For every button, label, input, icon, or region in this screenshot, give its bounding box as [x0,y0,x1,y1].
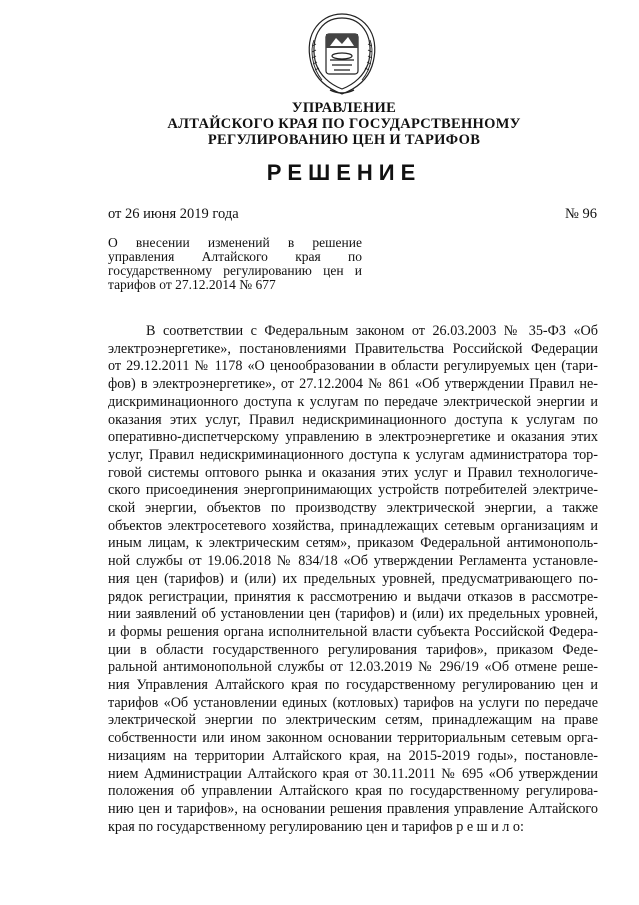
body-line: оказания этих услуг, Правил недискриминационного доступа к услугам по [108,411,598,428]
body-line: тарифов «Об установлении единых (котловых) тарифов на услуги по передаче [108,694,598,711]
org-name-line2: АЛТАЙСКОГО КРАЯ ПО ГОСУДАРСТВЕННОМУ [167,116,521,132]
body-line: дискриминационного доступа к услугам по передаче электрической энергии и [108,393,598,410]
org-name-line3: РЕГУЛИРОВАНИЮ ЦЕН И ТАРИФОВ [207,132,481,148]
coat-of-arms-emblem [300,10,384,98]
body-line: нии заявлений об установлении цен (тарифов) и (или) их предельных уровней, [108,606,598,623]
document-subject: О внесении изменений в решение управления Алтайского края по государственному регулированию цен и тарифов от 27.12.2014 № 677 [108,235,362,292]
body-line: нию цен и тарифов», на основании решения правления управление Алтайского [108,800,598,817]
document-date: от 26 июня 2019 года [108,206,239,222]
body-line: иным лицам, к электрическим сетям», приказом Федеральной антимонополь- [108,535,598,552]
body-line: оперативно-диспетчерскому управлению в электроэнергетике и оказания этих [108,429,598,446]
body-line: нием Администрации Алтайского края от 30.11.2011 № 695 «Об утверждении [108,765,598,782]
document-body [108,323,598,836]
body-line: и формы решения органа исполнительной власти субъекта Российской Федера- [108,623,598,640]
body-line: собственности или ином законном основании территориальным сетевым орга- [108,730,598,747]
body-line: фов) в электроэнергетике», от 27.12.2004 № 861 «Об утверждении Правил не- [108,376,598,393]
body-line: услуг, Правил недискриминационного доступа к услугам администратора тор- [108,446,598,463]
body-line: электроэнергетике», постановлениями Правительства Российской Федерации [108,340,598,357]
body-line: ции в области государственного регулирования тарифов», приказом Феде- [108,641,598,658]
body-line: ского присоединения энергопринимающих устройств потребителей электриче- [108,482,598,499]
org-name-line1: УПРАВЛЕНИЕ [291,100,397,116]
document-type-title: РЕШЕНИЕ [266,160,422,185]
body-line: ния Управления Алтайского края по государственному регулированию цен и [108,677,598,694]
body-line: ской энергии, объектов по производству электрической энергии, а также [108,500,598,517]
body-line: низациям на территории Алтайского края, на 2015-2019 годы», постановле- [108,747,598,764]
body-line: ной службы от 19.06.2018 № 834/18 «Об утверждении Регламента установле- [108,553,598,570]
body-line: от 29.12.2011 № 1178 «О ценообразовании в области регулируемых цен (тари- [108,358,598,375]
body-line: объектов электросетевого хозяйства, принадлежащих сетевым организациям и [108,517,598,534]
body-line: электрической энергии по электрическим сетям, принадлежащим на праве [108,712,598,729]
document-number: № 96 [565,206,597,222]
body-line: В соответствии с Федеральным законом от 26.03.2003 № 35-ФЗ «Об [146,323,598,339]
body-line: ральной антимонопольной службы от 12.03.2019 № 296/19 «Об отмене реше- [108,659,598,676]
body-line: края по государственному регулированию цен и тарифов р е ш и л о: [108,818,524,835]
body-line: рядок регистрации, принятия к рассмотрению и выдачи отказов в рассмотре- [108,588,598,605]
body-line: положения об управлении Алтайского края по государственному регулирова- [108,783,598,800]
body-line: говой системы оптового рынка и оказания этих услуг и Правил технологиче- [108,464,598,481]
body-line: ния цен (тарифов) и (или) их предельных уровней, предусматривающего по- [108,570,598,587]
